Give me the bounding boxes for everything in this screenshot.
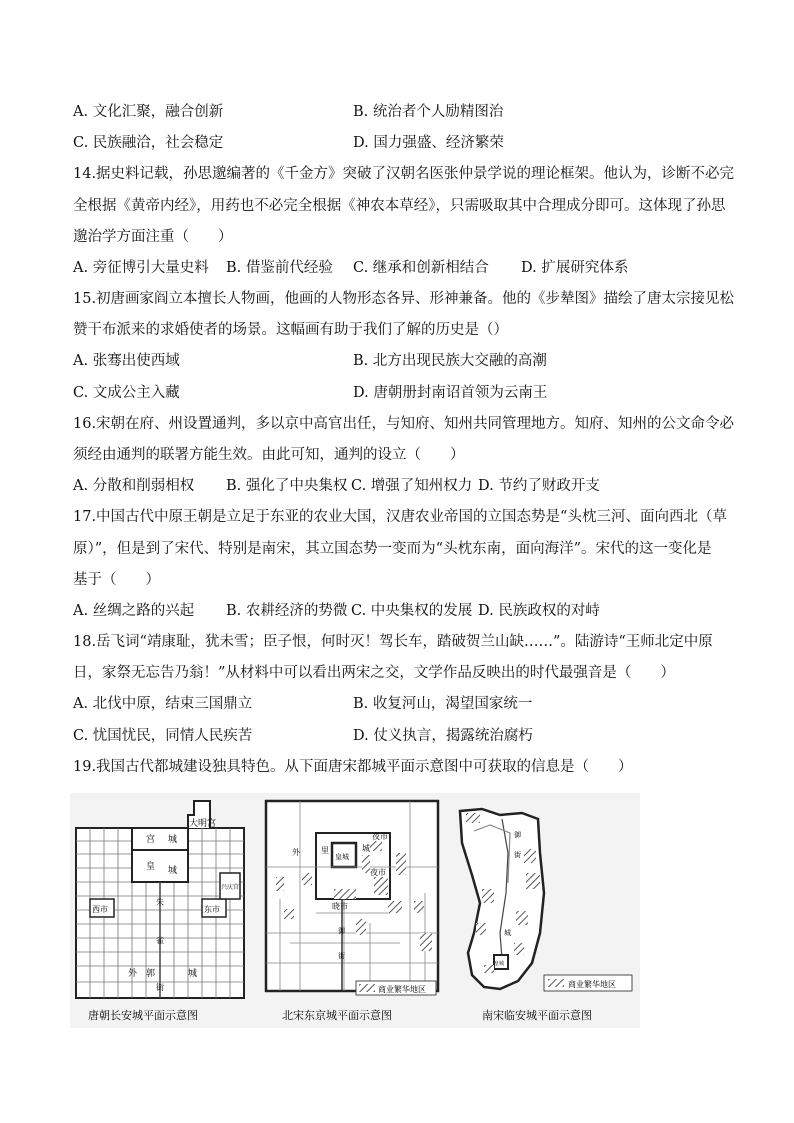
q13-option-d[interactable]: D. 国力强盛、经济繁荣 [353,135,504,151]
label-guo: 郭 [146,969,156,979]
q15-option-c[interactable]: C. 文成公主入藏 [73,385,180,401]
linan-legend-label: 商业繁华地区 [568,980,616,989]
q18-option-a[interactable]: A. 北伐中原，结束三国鼎立 [73,696,253,712]
label-dj-jie: 街 [338,952,345,960]
q13-option-b[interactable]: B. 统治者个人励精图治 [353,104,504,120]
label-zhu: 朱 [156,898,164,907]
q17-option-a[interactable]: A. 丝绸之路的兴起 [73,603,195,619]
dongjing-map [266,801,438,1022]
q16-option-a[interactable]: A. 分散和削弱相权 [73,478,195,494]
q13-option-c[interactable]: C. 民族融洽，社会稳定 [73,135,224,151]
label-la-jie: 街 [514,851,521,859]
label-dongshi: 东市 [204,905,220,914]
q16-stem-line1: 16.宋朝在府、州设置通判，多以京中高官出任，与知府、知州共同管理地方。知府、知州的公文命令必 [73,416,735,432]
q16-stem-line2: 须经由通判的联署方能生效。由此可知，通判的设立（ ） [73,447,465,463]
label-dj-wai: 外 [292,848,300,857]
q14-stem-line2: 全根据《黄帝内经》，用药也不必完全根据《神农本草经》，只需吸取其中合理成分即可。这体现了孙思 [73,198,726,214]
q17-option-b[interactable]: B. 农耕经济的势微 [226,603,348,619]
label-la-huangcheng: 皇城 [494,961,505,967]
caption-changan: 唐朝长安城平面示意图 [88,1009,198,1022]
label-huang-cheng: 城 [168,866,178,876]
q14-option-b[interactable]: B. 借鉴前代经验 [226,260,333,276]
label-daminggong: 大明宫 [189,819,217,829]
label-gong: 宫 [146,835,156,845]
label-dj-li: 里 [321,846,329,855]
label-dj-yeshi: 夜市 [372,832,388,841]
q15-option-d[interactable]: D. 唐朝册封南诏首领为云南王 [353,385,548,401]
q17-option-c[interactable]: C. 中央集权的发展 [351,603,473,619]
label-jie: 街 [156,983,164,992]
q14-option-a[interactable]: A. 旁征博引大量史料 [73,260,209,276]
q14-option-d[interactable]: D. 扩展研究体系 [521,260,629,276]
q18-stem-line1: 18.岳飞词“靖康耻，犹未雪；臣子恨，何时灭！驾长车，踏破贺兰山缺……”。陆游诗“王师北定中原 [73,634,713,650]
q18-option-c[interactable]: C. 忧国忧民，同情人民疾苦 [73,728,253,744]
changan-map [76,801,244,1022]
label-dj-xiaoshi: 晓市 [332,902,348,911]
q19-stem-line1: 19.我国古代都城建设独具特色。从下面唐宋都城平面示意图中可获取的信息是（ ） [73,759,633,775]
caption-dongjing: 北宋东京城平面示意图 [282,1009,392,1022]
q17-stem-line2: 原）”，但是到了宋代、特别是南宋，其立国态势一变而为“头枕东南，面向海洋”。宋代的这一变化是 [73,541,712,557]
label-xishi: 西市 [92,905,108,914]
q13-option-a[interactable]: A. 文化汇聚，融合创新 [73,104,224,120]
caption-linan: 南宋临安城平面示意图 [482,1009,592,1022]
label-gong-cheng: 城 [168,835,178,845]
q17-stem-line1: 17.中国古代中原王朝是立足于东亚的农业大国，汉唐农业帝国的立国态势是“头枕三河、面向西北（草 [73,509,727,525]
label-dj-huangcheng: 皇城 [335,853,349,861]
city-maps-figure [70,793,640,1028]
q15-stem-line2: 赞干布派来的求婚使者的场景。这幅画有助于我们了解的历史是（） [73,322,508,338]
q14-stem-line1: 14.据史料记载，孙思邈编著的《千金方》突破了汉朝名医张仲景学说的理论框架。他认为，诊断不必完 [73,166,735,182]
label-dj-yeshi2: 夜市 [370,868,386,877]
label-la-yu: 御 [514,831,521,839]
q14-stem-line3: 邈治学方面注重（ ） [73,229,233,245]
label-que: 雀 [156,936,164,945]
q16-option-c[interactable]: C. 增强了知州权力 [351,478,473,494]
q16-option-b[interactable]: B. 强化了中央集权 [226,478,348,494]
q16-option-d[interactable]: D. 节约了财政开支 [478,478,600,494]
label-la-cheng: 城 [504,929,511,937]
q18-option-b[interactable]: B. 收复河山，渴望国家统一 [353,696,533,712]
q17-option-d[interactable]: D. 民族政权的对峙 [478,603,600,619]
label-huang: 皇 [146,862,156,872]
q15-option-b[interactable]: B. 北方出现民族大交融的高潮 [353,353,547,369]
label-wai: 外 [128,969,138,979]
q15-stem-line1: 15.初唐画家阎立本擅长人物画，他画的人物形态各异、形神兼备。他的《步辇图》描绘了唐太宗接见松 [73,291,735,307]
label-dj-cheng: 城 [362,844,370,853]
q17-stem-line3: 基于（ ） [73,572,160,588]
q18-stem-line2: 日，家祭无忘告乃翁！”从材料中可以看出两宋之交，文学作品反映出的时代最强音是（ ） [73,665,675,681]
dongjing-legend-label: 商业繁华地区 [378,985,426,994]
label-xingqing: 兴庆宫 [221,884,240,891]
q14-option-c[interactable]: C. 继承和创新相结合 [353,260,489,276]
q18-option-d[interactable]: D. 仗义执言，揭露统治腐朽 [353,728,533,744]
label-guo-cheng: 城 [188,969,198,979]
q15-option-a[interactable]: A. 张骞出使西域 [73,353,180,369]
label-dj-yu: 御 [338,927,345,935]
